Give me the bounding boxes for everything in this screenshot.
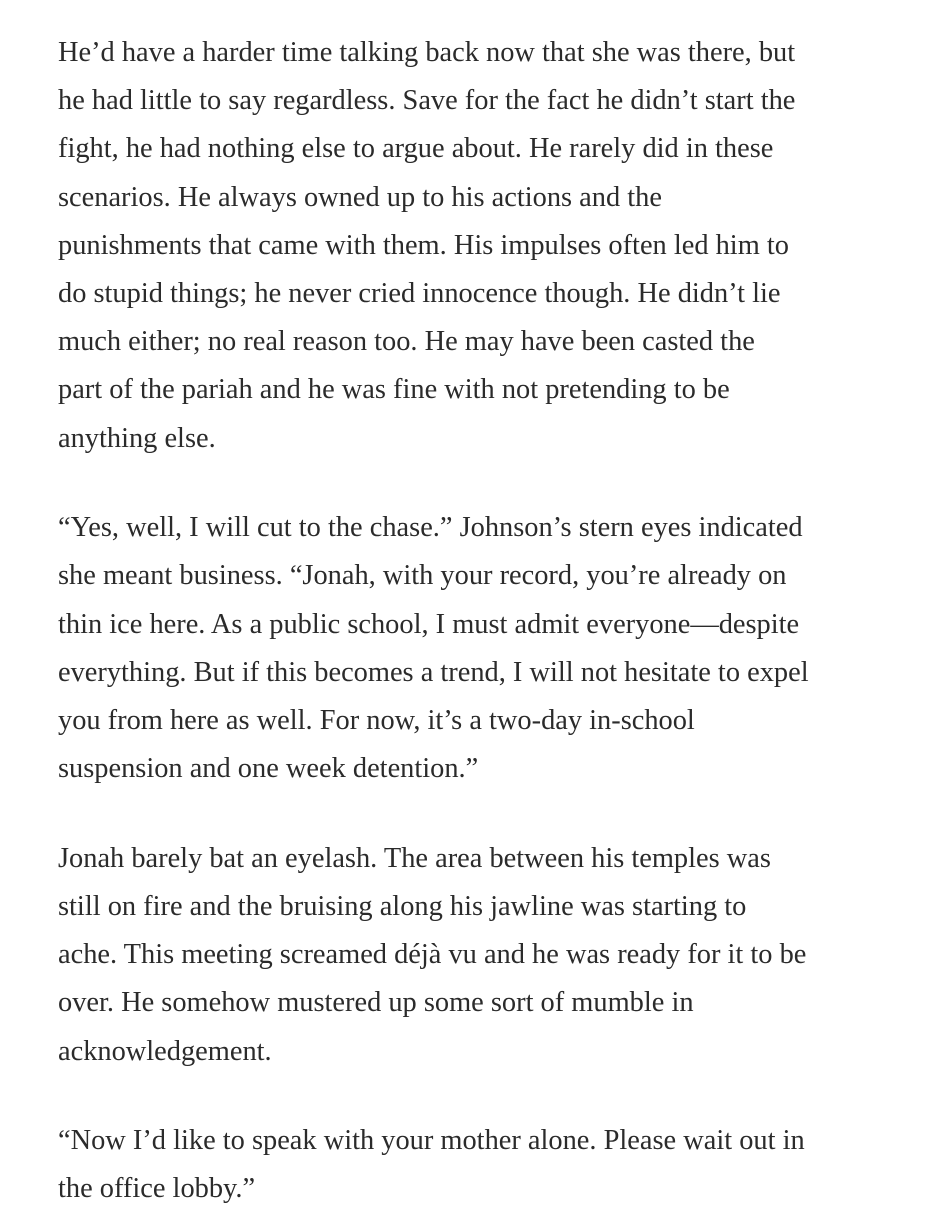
- text-line: suspension and one week detention.”: [58, 753, 479, 785]
- text-line: much either; no real reason too. He may have been casted the: [58, 326, 755, 358]
- text-line: over. He somehow mustered up some sort of mumble in: [58, 987, 694, 1019]
- text-line: do stupid things; he never cried innocence though. He didn’t lie: [58, 278, 781, 310]
- paragraph-spacer: [58, 793, 888, 834]
- text-line: she meant business. “Jonah, with your record, you’re already on: [58, 560, 787, 592]
- paragraph-4: [58, 1117, 888, 1213]
- text-line: scenarios. He always owned up to his actions and the: [58, 181, 662, 213]
- text-line: everything. But if this becomes a trend, I will not hesitate to expel: [58, 656, 809, 688]
- text-line: fight, he had nothing else to argue about. He rarely did in these: [58, 133, 774, 165]
- text-line: Jonah barely bat an eyelash. The area between his temples was: [58, 842, 771, 874]
- paragraph-1: [58, 29, 888, 463]
- text-line: you from here as well. For now, it’s a two-day in-school: [58, 705, 695, 737]
- text-line: the office lobby.”: [58, 1173, 256, 1205]
- paragraph-spacer: [58, 463, 888, 504]
- text-line: punishments that came with them. His impulses often led him to: [58, 229, 789, 261]
- reader-page: [58, 29, 888, 1214]
- text-line: anything else.: [58, 422, 216, 454]
- text-line: ache. This meeting screamed déjà vu and he was ready for it to be: [58, 939, 807, 971]
- paragraph-3: [58, 835, 888, 1076]
- text-line: he had little to say regardless. Save for the fact he didn’t start the: [58, 85, 796, 117]
- text-line: He’d have a harder time talking back now that she was there, but: [58, 37, 796, 68]
- text-line: thin ice here. As a public school, I must admit everyone—despite: [58, 608, 800, 640]
- paragraph-spacer: [58, 1076, 888, 1117]
- text-line: part of the pariah and he was fine with not pretending to be: [58, 374, 730, 406]
- text-line: acknowledgement.: [58, 1035, 272, 1067]
- paragraph-2: [58, 504, 888, 793]
- text-line: still on fire and the bruising along his jawline was starting to: [58, 891, 747, 923]
- text-line: “Yes, well, I will cut to the chase.” Johnson’s stern eyes indicated: [58, 512, 803, 544]
- text-line: “Now I’d like to speak with your mother alone. Please wait out in: [58, 1125, 805, 1157]
